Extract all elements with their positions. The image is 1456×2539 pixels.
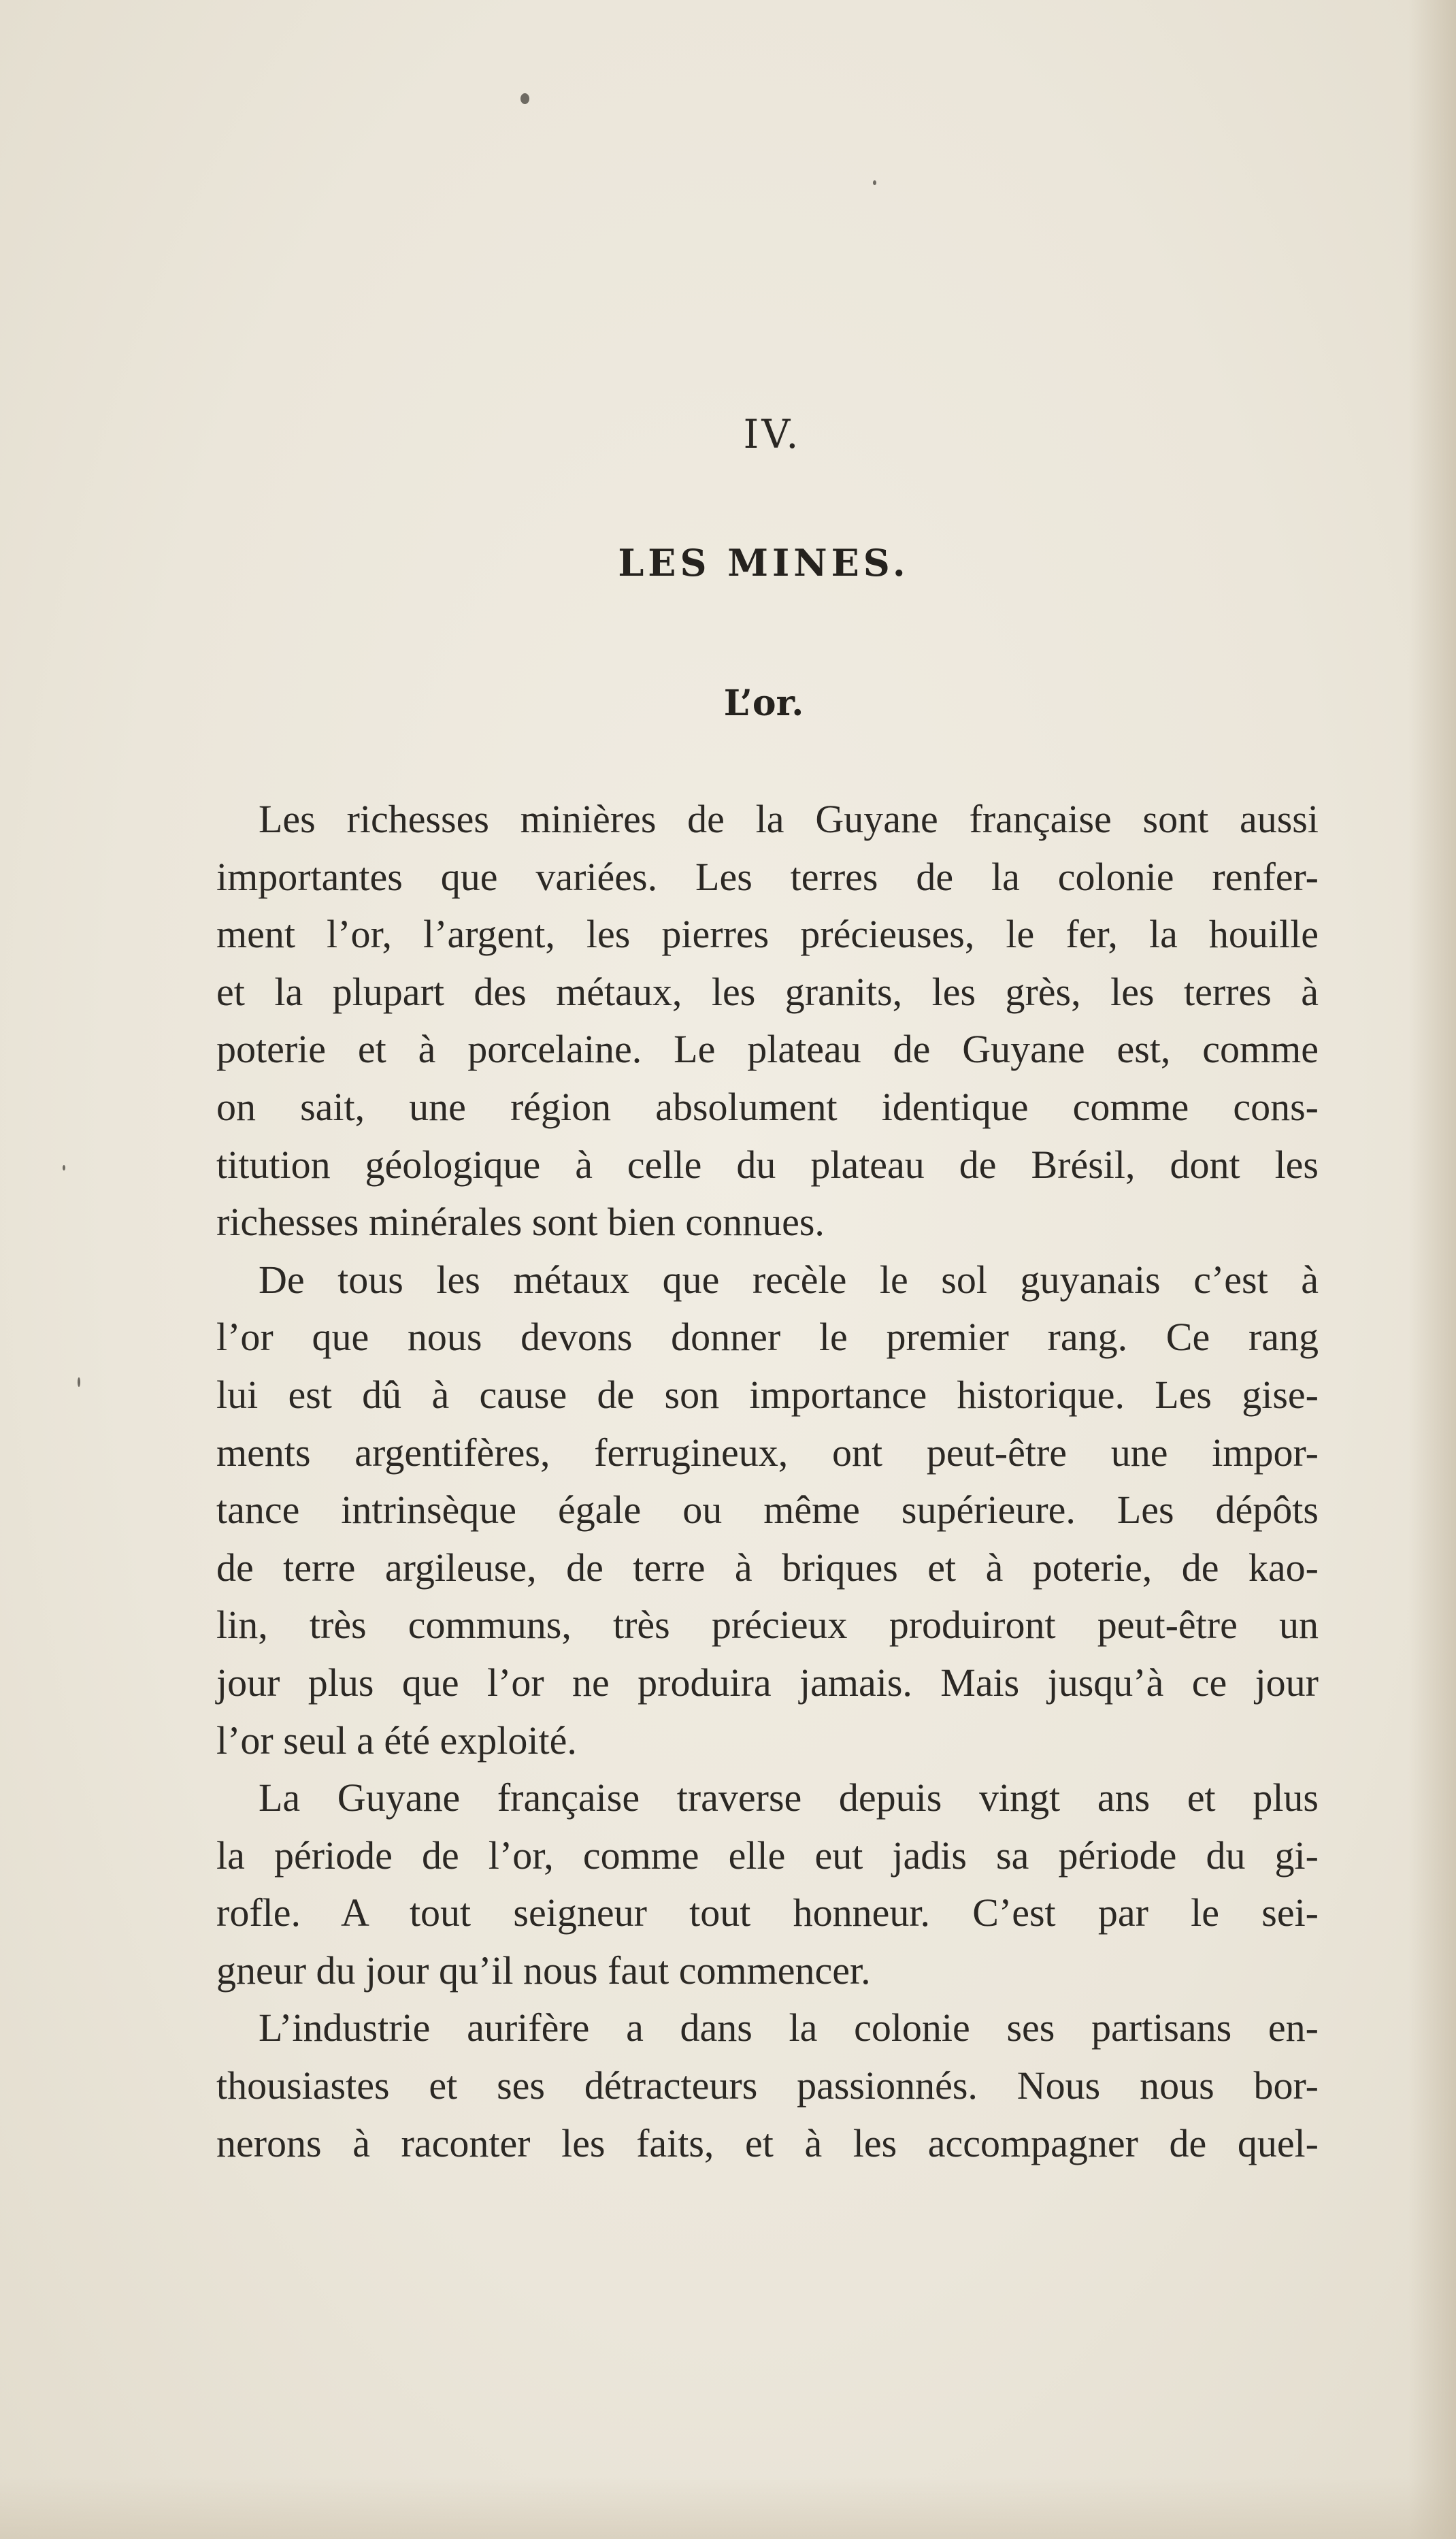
text-line: de terre argileuse, de terre à briques et à poterie, de kao- (216, 1545, 1319, 1590)
page-edge-shadow (1408, 0, 1456, 2539)
text-line: nerons à raconter les faits, et à les accompagner de quel- (216, 2120, 1319, 2165)
text-line: jour plus que l’or ne produira jamais. Mais jusqu’à ce jour (216, 1660, 1319, 1705)
text-line: La Guyane française traverse depuis vingt ans et plus (259, 1775, 1319, 1820)
text-line: titution géologique à celle du plateau de Brésil, dont les (216, 1142, 1319, 1187)
text-line: rofle. A tout seigneur tout honneur. C’est par le sei- (216, 1890, 1319, 1935)
page-bottom-shadow (0, 2478, 1456, 2539)
text-line: et la plupart des métaux, les granits, les grès, les terres à (216, 969, 1319, 1014)
text-line: l’or que nous devons donner le premier rang. Ce rang (216, 1315, 1319, 1360)
text-line: gneur du jour qu’il nous faut commencer. (216, 1948, 871, 1993)
section-title: L’or. (723, 683, 804, 724)
text-line: lui est dû à cause de son importance historique. Les gise- (216, 1372, 1319, 1417)
ink-speck (873, 180, 876, 185)
text-line: richesses minérales sont bien connues. (216, 1200, 825, 1245)
body-text (216, 791, 1319, 2172)
text-line: ments argentifères, ferrugineux, ont peut-être une impor- (216, 1430, 1319, 1475)
ink-speck (78, 1377, 80, 1387)
text-line: on sait, une région absolument identique comme cons- (216, 1084, 1319, 1129)
text-line: la période de l’or, comme elle eut jadis sa période du gi- (216, 1833, 1319, 1878)
text-line: L’industrie aurifère a dans la colonie ses partisans en- (259, 2005, 1319, 2050)
text-line: Les richesses minières de la Guyane française sont aussi (259, 797, 1319, 841)
chapter-number: IV. (743, 411, 801, 457)
text-line: importantes que variées. Les terres de la colonie renfer- (216, 854, 1319, 899)
text-line: ment l’or, l’argent, les pierres précieuses, le fer, la houille (216, 912, 1319, 957)
ink-speck (63, 1165, 65, 1170)
chapter-title: LES MINES. (618, 541, 910, 585)
text-line: thousiastes et ses détracteurs passionnés. Nous nous bor- (216, 2063, 1319, 2108)
text-line: lin, très communs, très précieux produiront peut-être un (216, 1603, 1319, 1648)
text-line: De tous les métaux que recèle le sol guyanais c’est à (259, 1257, 1319, 1302)
text-line: poterie et à porcelaine. Le plateau de Guyane est, comme (216, 1027, 1319, 1072)
ink-speck (520, 93, 529, 104)
text-line: l’or seul a été exploité. (216, 1718, 577, 1763)
text-line: tance intrinsèque égale ou même supérieure. Les dépôts (216, 1488, 1319, 1533)
